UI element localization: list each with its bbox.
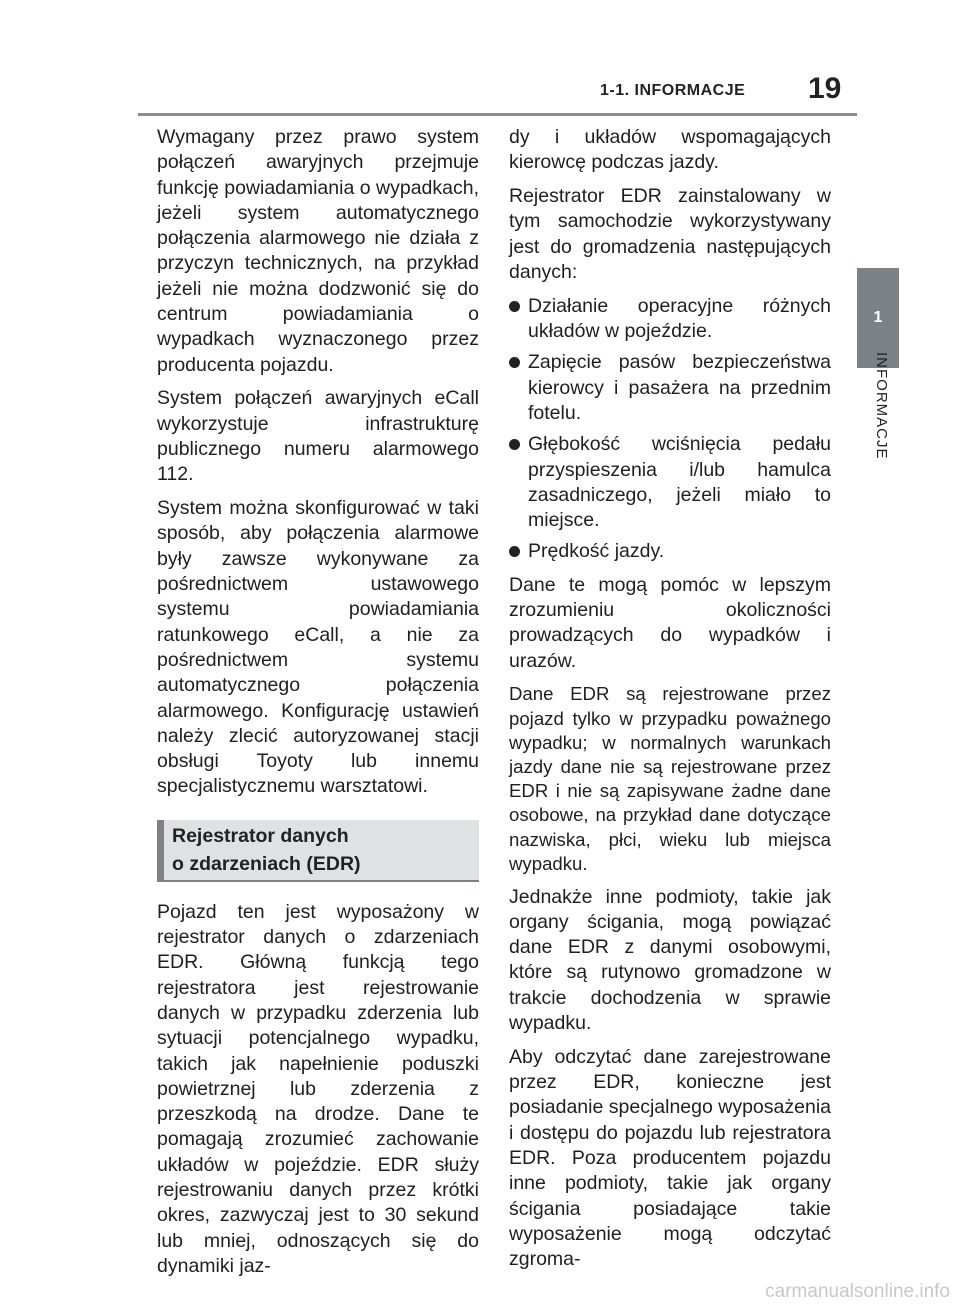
- section-heading-line-1: Rejestrator danych: [172, 824, 349, 847]
- bullet-icon: [509, 546, 520, 557]
- bullet-list: [509, 294, 831, 565]
- list-item: [509, 294, 831, 345]
- left-column: [157, 125, 479, 1288]
- header-section-title: 1-1. INFORMACJE: [600, 82, 746, 99]
- list-item: [509, 350, 831, 426]
- list-item-text: Prędkość jazdy.: [528, 540, 665, 563]
- list-item-text: Głębokość wciśnięcia pedału przyspieszenia i/lub hamulca zasadniczego, jeżeli miało to miejsce.: [528, 433, 831, 532]
- list-item-text: Zapięcie pasów bezpieczeństwa kierowcy i pasażera na przednim fotelu.: [528, 351, 831, 424]
- paragraph: Dane EDR są rejestrowane przez pojazd tylko w przypadku poważnego wypadku; w normalnych warunkach jazdy dane nie są rejestrowane przez EDR i nie są zapisywane żadne dane osobowe, na przykład dane dotyczące nazwiska, płci, wieku lub miejsca wypadku.: [509, 683, 831, 874]
- paragraph: Aby odczytać dane zarejestrowane przez EDR, konieczne jest posiadanie specjalnego wyposażenia i dostępu do pojazdu lub rejestratora EDR. Poza producentem pojazdu inne podmioty, takie jak organy ścigania posiadające takie wyposażenie mogą odczytać zgroma-: [509, 1045, 831, 1271]
- bullet-icon: [509, 357, 520, 368]
- paragraph: dy i układów wspomagających kierowcę podczas jazdy.: [509, 126, 831, 174]
- page-number: 19: [808, 72, 842, 105]
- right-column: [509, 125, 831, 1281]
- paragraph: System można skonfigurować w taki sposób, aby połączenia alarmowe były zawsze wykonywane za pośrednictwem ustawowego systemu powiadamiania ratunkowego eCall, a nie za pośrednictwem systemu automatycznego połączenia alarmowego. Konfigurację ustawień należy zlecić autoryzowanej stacji obsługi Toyoty lub innemu specjalistycznemu warsztatowi.: [157, 497, 479, 798]
- bullet-icon: [509, 439, 520, 450]
- paragraph: Dane te mogą pomóc w lepszym zrozumieniu okoliczności prowadzących do wypadków i urazów.: [509, 573, 831, 672]
- paragraph: System połączeń awaryjnych eCall wykorzystuje infrastrukturę publicznego numeru alarmowego 112.: [157, 387, 479, 486]
- chapter-tab-number: 1: [873, 309, 883, 326]
- list-item-text: Działanie operacyjne różnych układów w pojeździe.: [528, 294, 831, 343]
- bullet-icon: [509, 301, 520, 312]
- chapter-tab-label: INFORMACJE: [873, 352, 890, 460]
- list-item: [509, 432, 831, 533]
- section-heading: [157, 820, 479, 882]
- paragraph: Pojazd ten jest wyposażony w rejestrator danych o zdarzeniach EDR. Główną funkcją tego rejestratora jest rejestrowanie danych w przypadku zderzenia lub sytuacji potencjalnego wypadku, takich jak napełnienie poduszki powietrznej lub zderzenia z przeszkodą na drodze. Dane te pomagają zrozumieć zachowanie układów w pojeździe. EDR służy rejestrowaniu danych przez krótki okres, zazwyczaj jest to 30 sekund lub mniej, odnoszących się do dynamiki jaz-: [157, 900, 479, 1277]
- watermark: carmanualsonline.info: [765, 1281, 950, 1302]
- section-heading-line-2: o zdarzeniach (EDR): [172, 852, 361, 875]
- paragraph: Rejestrator EDR zainstalowany w tym samochodzie wykorzystywany jest do gromadzenia następujących danych:: [509, 185, 831, 283]
- paragraph: Wymagany przez prawo system połączeń awaryjnych przejmuje funkcję powiadamiania o wypadkach, jeżeli system automatycznego połączenia alarmowego nie działa z przyczyn technicznych, na przykład jeżeli nie można dodzwonić się do centrum powiadamiania o wypadkach wyznaczonego przez producenta pojazdu.: [157, 126, 479, 376]
- header-rule: [138, 113, 857, 116]
- paragraph: Jednakże inne podmioty, takie jak organy ścigania, mogą powiązać dane EDR z danymi osobowymi, które są rutynowo gromadzone w trakcie dochodzenia w sprawie wypadku.: [509, 885, 831, 1035]
- list-item: [509, 539, 831, 564]
